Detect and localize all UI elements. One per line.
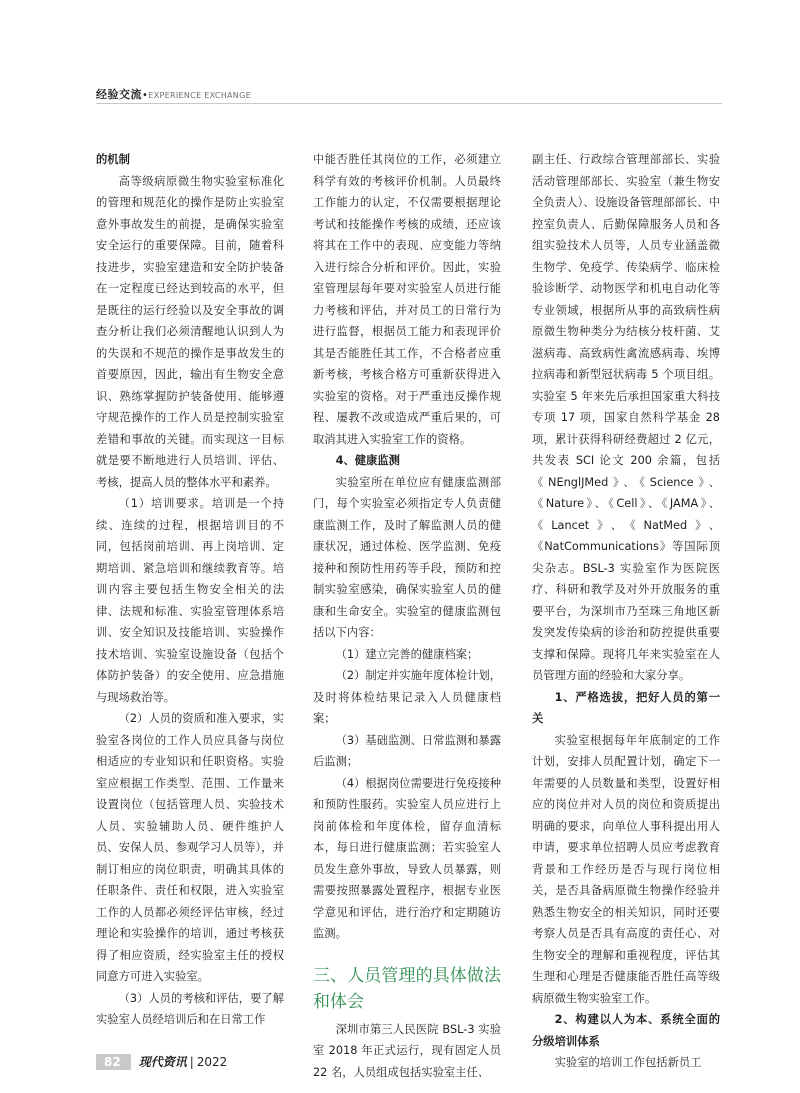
column-3 — [532, 149, 720, 1074]
section-label-en: EXPERIENCE EXCHANGE — [148, 91, 251, 100]
running-header — [96, 86, 251, 102]
column-2 — [313, 149, 501, 1083]
paragraph: 实验室所在单位应有健康监测部门，每个实验室必须指定专人负责健康监测工作，及时了解监测人员的健康状况，通过体检、医学监测、免疫接种和预防性用药等手段，预防和控制实验室感染，确保实验室人员的健康和生命安全。实验室的健康监测包括以下内容： — [313, 475, 501, 639]
paragraph: （2）人员的资质和准入要求，实验室各岗位的工作人员应具备与岗位相适应的专业知识和任职资格。实验室应根据工作类型、范围、工作量来设置岗位（包括管理人员、实验技术人员、实验辅助人员、硬件维护人员、安保人员、参观学习人员等），并制订相应的岗位职责，明确其具体的任职条件、责任和权限，进入实验室工作的人员都必须经评估审核，经过理论和实验操作的培训，通过考核获得了相应资质，经实验室主任的授权同意方可进入实验室。 — [96, 712, 284, 983]
section-label-cn: 经验交流 — [96, 88, 142, 101]
subheading: 4、健康监测 — [335, 454, 400, 467]
subheading: 1、严格选拔，把好人员的第一关 — [532, 690, 720, 725]
paragraph: 中能否胜任其岗位的工作，必须建立科学有效的考核评价机制。人员最终工作能力的认定，不仅需要根据理论考试和技能操作考核的成绩，还应该将其在工作中的表现、应变能力等纳入进行综合分析和评价。因此，实验室管理层每年要对实验室人员进行能力考核和评估，并对员工的日常行为进行监督，根据员工能力和表现评价其是否能胜任其工作，不合格者应重新考核，考核合格方可重新获得进入实验室的资格。对于严重违反操作规程、屡教不改或造成严重后果的，可取消其进入实验室工作的资格。 — [313, 153, 501, 446]
paragraph: （4）根据岗位需要进行免疫接种和预防性服药。实验室人员应进行上岗前体检和年度体检，留存血清标本，每日进行健康监测；若实验室人员发生意外事故，导致人员暴露，则需要按照暴露处置程序，根据专业医学意见和评估，进行治疗和定期随访监测。 — [313, 776, 501, 940]
subheading: 2、构建以人为本、系统全面的分级培训体系 — [532, 1013, 720, 1048]
paragraph: 副主任、行政综合管理部部长、实验活动管理部部长、实验室（兼生物安全负责人）、设施设备管理部部长、中控室负责人、后勤保障服务人员和各组实验技术人员等，人员专业涵盖微生物学、免疫学、传染病学、临床检验诊断学、动物医学和机电自动化等专业领域，根据所从事的高致病性病原微生物种类分为结核分枝杆菌、艾滋病毒、高致病性禽流感病毒、埃博拉病毒和新型冠状病毒 5 个项目组。实验室 5 年来先后承担国家重大科技专项 17 项，国家自然科学基金 28 项，累计获得科研经费超过 2 亿元，共发表 SCI 论文 200 余篇，包括《NEnglJMed》、《Science》、《Nature》、《Cell》、《JAMA》、《Lancet》、《NatMed》、《NatCommunications》等国际顶尖杂志。BSL-3 实验室作为医院医疗、科研和教学及对外开放服务的重要平台，为深圳市乃至珠三角地区新发突发传染病的诊治和防控提供重要支撑和保障。现将几年来实验室在人员管理方面的经验和大家分享。 — [532, 153, 720, 682]
paragraph: （3）基础监测、日常监测和暴露后监测； — [313, 733, 501, 768]
issue-year: 2022 — [196, 1054, 228, 1069]
page-number: 82 — [96, 1054, 131, 1070]
page-footer — [96, 1053, 227, 1070]
header-bullet: • — [142, 90, 149, 101]
paragraph: （2）制定并实施年度体检计划，及时将体检结果记录入人员健康档案； — [313, 669, 501, 725]
subheading: 的机制 — [96, 153, 130, 166]
paragraph: 实验室根据每年年底制定的工作计划，安排人员配置计划，确定下一年需要的人员数量和类型，设置好相应的岗位并对人员的岗位和资质提出明确的要求，向单位人事科提出用人申请，要求单位招聘人员应考虑教育背景和工作经历是否与现行岗位相关，是否具备病原微生物操作经验并熟悉生物安全的相关知识，同时还要考察人员是否具有高度的责任心、对生物安全的理解和重视程度，评估其生理和心理是否健康能否胜任高等级病原微生物实验室工作。 — [532, 733, 720, 1005]
paragraph: 高等级病原微生物实验室标准化的管理和规范化的操作是防止实验室意外事故发生的前提，是确保实验室安全运行的重要保障。目前，随着科技进步，实验室建造和安全防护装备在一定程度已经达到较高的水平，但是既往的运行经验以及安全事故的调查分析让我们必须清醒地认识到人为的失误和不规范的操作是事故发生的首要原因，因此，输出有生物安全意识、熟练掌握防护装备使用、能够遵守规范操作的工作人员是控制实验室差错和事故的关键。而实现这一目标就是要不断地进行人员培训、评估、考核，提高人员的整体水平和素养。 — [96, 174, 284, 489]
header-rule — [96, 103, 722, 104]
paragraph: （3）人员的考核和评估，要了解实验室人员经培训后和在日常工作 — [96, 991, 284, 1026]
section-heading: 三、人员管理的具体做法和体会 — [313, 965, 501, 1012]
column-1 — [96, 149, 284, 1031]
magazine-name: 现代资讯 — [138, 1055, 187, 1069]
paragraph: 深圳市第三人民医院 BSL-3 实验室 2018 年正式运行，现有固定人员 22 名，人员组成包括实验室主任、 — [313, 1022, 501, 1079]
paragraph: （1）培训要求。培训是一个持续、连续的过程，根据培训目的不同，包括岗前培训、再上岗培训、定期培训、紧急培训和继续教育等。培训内容主要包括生物安全相关的法律、法规和标准、实验室管理体系培训、安全知识及技能培训、实验操作技术培训、实验室设施设备（包括个体防护装备）的安全使用、应急措施与现场救治等。 — [96, 497, 284, 704]
footer-separator: | — [189, 1054, 194, 1069]
paragraph: （1）建立完善的健康档案； — [335, 647, 479, 661]
paragraph: 实验室的培训工作包括新员工 — [554, 1056, 702, 1069]
